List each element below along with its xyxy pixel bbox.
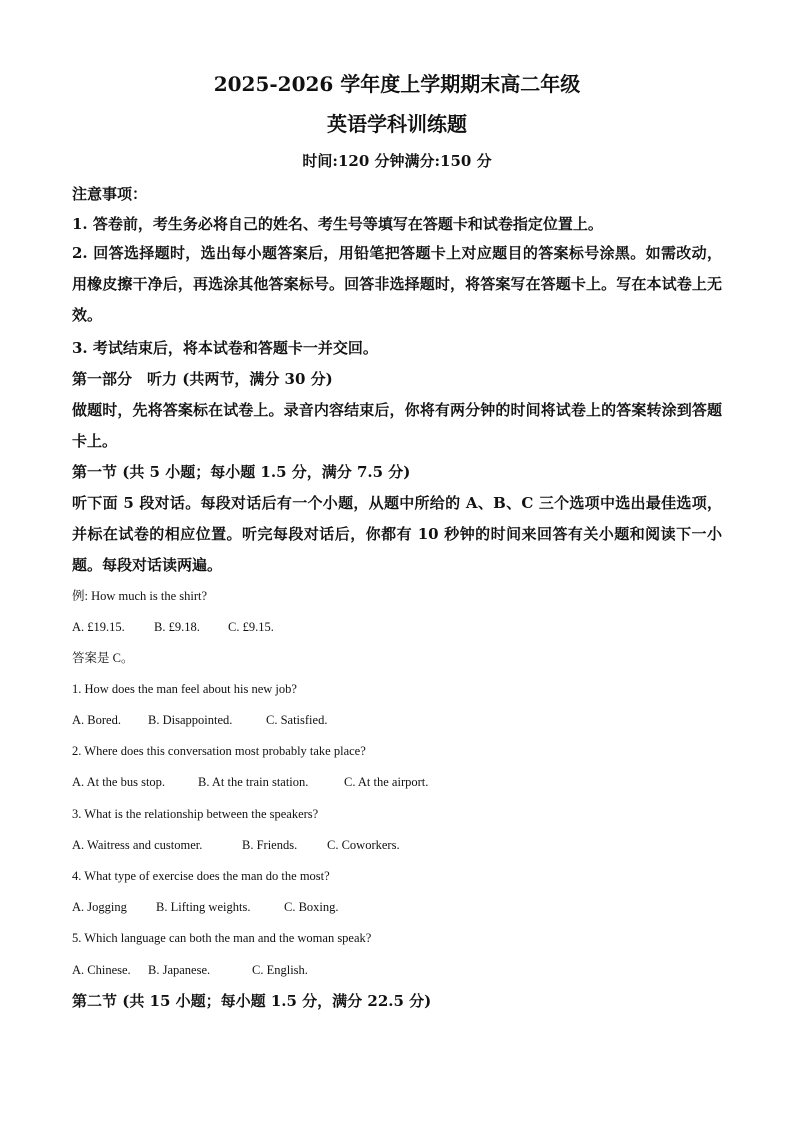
note-item-2: 2. 回答选择题时，选出每小题答案后，用铅笔把答题卡上对应题目的答案标号涂黑。如需改动，用橡皮擦干净后，再选涂其他答案标号。回答非选择题时，将答案写在答题卡上。写在本试卷上无效。 [72,244,722,324]
option-a: A. Bored. [72,713,121,727]
section2-heading: 第二节 (共 15 小题；每小题 1.5 分，满分 22.5 分) [72,992,432,1010]
question-2-options [72,767,722,798]
question-4: 4. What type of exercise does the man do the most? [72,869,330,883]
question-3: 3. What is the relationship between the speakers? [72,807,319,821]
option-c: C. At the airport. [344,775,429,789]
option-b: B. Disappointed. [148,713,233,727]
question-5-options [72,955,722,986]
exam-subtitle: 英语学科训练题 [327,112,467,136]
question-1: 1. How does the man feel about his new job? [72,682,297,696]
question-1-options [72,705,722,736]
question-5: 5. Which language can both the man and the woman speak? [72,931,372,945]
option-a: A. Chinese. [72,963,131,977]
question-2: 2. Where does this conversation most probably take place? [72,744,366,758]
option-b: B. Japanese. [148,963,211,977]
option-b: B. £9.18. [154,620,200,634]
option-c: C. £9.15. [228,620,274,634]
option-a: A. At the bus stop. [72,775,166,789]
exam-time-score: 时间:120 分钟满分:150 分 [302,152,492,170]
option-c: C. Boxing. [284,900,339,914]
option-a: A. Waitress and customer. [72,838,203,852]
exam-title: 2025-2026 学年度上学期期末高二年级 [213,72,581,96]
option-c: C. English. [252,963,308,977]
option-a: A. £19.15. [72,620,125,634]
option-c: C. Coworkers. [327,838,400,852]
note-item-1: 1. 答卷前，考生务必将自己的姓名、考生号等填写在答题卡和试卷指定位置上。 [72,215,603,233]
option-b: B. Lifting weights. [156,900,251,914]
example-answer: 答案是 C。 [72,651,134,665]
section1-instruction: 听下面 5 段对话。每段对话后有一个小题，从题中所给的 A、B、C 三个选项中选出最佳选项，并标在试卷的相应位置。听完每段对话后，你都有 10 秒钟的时间来回答有关小题和阅读下一小题。每段对话读两遍。 [72,494,722,574]
part1-instruction: 做题时，先将答案标在试卷上。录音内容结束后，你将有两分钟的时间将试卷上的答案转涂到答题卡上。 [72,401,722,450]
option-c: C. Satisfied. [266,713,328,727]
notes-heading: 注意事项： [72,185,148,203]
section1-heading: 第一节 (共 5 小题；每小题 1.5 分，满分 7.5 分) [72,463,411,481]
note-item-3: 3. 考试结束后，将本试卷和答题卡一并交回。 [72,339,378,357]
part1-heading: 第一部分 听力 (共两节，满分 30 分) [72,370,333,388]
example-question: 例: How much is the shirt? [72,589,208,603]
example-options [72,612,722,643]
option-b: B. At the train station. [198,775,309,789]
question-3-options [72,830,722,861]
option-b: B. Friends. [242,838,298,852]
question-4-options [72,892,722,923]
option-a: A. Jogging [72,900,127,914]
